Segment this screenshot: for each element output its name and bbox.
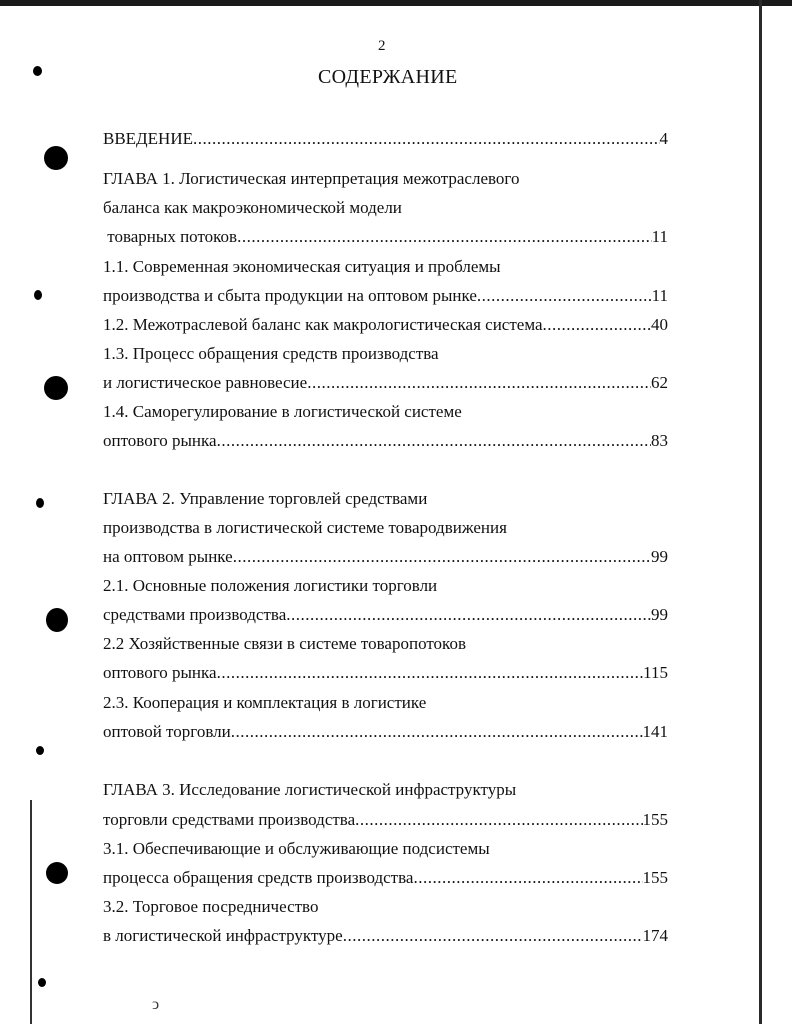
toc-heading-line: [103, 516, 507, 540]
toc-entry-text: в логистической инфраструктуре: [103, 926, 343, 945]
toc-entry-text: на оптовом рынке: [103, 547, 233, 566]
toc-entry-text: 3.1. Обеспечивающие и обслуживающие подсистемы: [103, 839, 490, 858]
toc-entry-text: оптовой торговли: [103, 722, 231, 741]
dot-leader: [217, 661, 644, 685]
toc-entry: [103, 225, 668, 249]
toc-entry-text: производства в логистической системе товародвижения: [103, 518, 507, 537]
toc-entry-text: 2.1. Основные положения логистики торговли: [103, 576, 438, 595]
toc-entry: [103, 661, 668, 685]
punch-hole: [44, 146, 68, 170]
toc-page-number: 62: [651, 373, 668, 392]
toc-entry: [103, 603, 668, 627]
toc-page-number: 11: [651, 227, 668, 246]
toc-page-number: 99: [651, 547, 668, 566]
toc-entry: [103, 866, 668, 890]
toc-entry-text: ГЛАВА 2. Управление торговлей средствами: [103, 489, 428, 508]
scan-right-edge: [759, 0, 762, 1024]
toc-page-number: 40: [651, 315, 668, 334]
toc-heading-line: [103, 196, 402, 220]
toc-page-number: 141: [642, 722, 668, 741]
toc-entry: [103, 284, 668, 308]
toc-heading-line: [103, 255, 501, 279]
toc-heading-line: [103, 487, 427, 511]
toc-entry: [103, 127, 668, 151]
dot-leader: [233, 545, 651, 569]
toc-entry: [103, 313, 668, 337]
toc-entry-text: 1.2. Межотраслевой баланс как макрологистическая система: [103, 315, 543, 334]
toc-entry-text: 1.4. Саморегулирование в логистической системе: [103, 402, 462, 421]
toc-entry-text: производства и сбыта продукции на оптовом рынке: [103, 286, 477, 305]
toc-heading-line: [103, 167, 519, 191]
punch-hole: [46, 862, 68, 884]
dot-leader: [477, 284, 652, 308]
toc-entry-text: торговли средствами производства: [103, 810, 356, 829]
toc-entry: [103, 808, 668, 832]
dot-leader: [543, 313, 651, 337]
toc-heading-line: [103, 837, 490, 861]
toc-entry-text: 1.3. Процесс обращения средств производства: [103, 344, 439, 363]
toc-page-number: 174: [642, 926, 668, 945]
page-title: СОДЕРЖАНИЕ: [318, 66, 458, 88]
toc-entry: [103, 924, 668, 948]
toc-entry: [103, 545, 668, 569]
dot-leader: [413, 866, 642, 890]
dot-leader: [217, 429, 651, 453]
toc-entry-text: средствами производства: [103, 605, 287, 624]
toc-heading-line: [103, 342, 439, 366]
toc-heading-line: [103, 778, 516, 802]
dot-leader: [231, 720, 643, 744]
toc-entry-text: 2.3. Кооперация и комплектация в логистике: [103, 693, 427, 712]
toc-heading-line: [103, 574, 437, 598]
toc-entry: [103, 371, 668, 395]
toc-entry-text: ГЛАВА 1. Логистическая интерпретация межотраслевого: [103, 169, 520, 188]
scan-top-edge: [0, 0, 792, 6]
punch-hole: [33, 66, 42, 76]
toc-page-number: 155: [642, 868, 668, 887]
dot-leader: [193, 127, 660, 151]
toc-entry-text: оптового рынка: [103, 663, 217, 682]
toc-page-number: 115: [643, 663, 668, 682]
toc-heading-line: [103, 400, 462, 424]
toc-page-number: 4: [659, 129, 668, 148]
toc-page-number: 11: [651, 286, 668, 305]
pen-mark: ↄ: [152, 996, 160, 1013]
punch-hole: [36, 746, 44, 755]
toc-entry: [103, 720, 668, 744]
toc-entry-text: товарных потоков: [103, 227, 238, 246]
toc-entry-text: и логистическое равновесие: [103, 373, 308, 392]
toc-entry-text: ВВЕДЕНИЕ: [103, 129, 193, 148]
page-number: 2: [378, 38, 386, 54]
dot-leader: [237, 225, 652, 249]
toc-entry-text: 1.1. Современная экономическая ситуация и проблемы: [103, 257, 501, 276]
toc-page-number: 155: [642, 810, 668, 829]
dot-leader: [286, 603, 651, 627]
punch-hole: [34, 290, 42, 300]
toc-heading-line: [103, 691, 426, 715]
toc-entry-text: ГЛАВА 3. Исследование логистической инфраструктуры: [103, 780, 517, 799]
toc-entry-text: баланса как макроэкономической модели: [103, 198, 402, 217]
toc-page-number: 83: [651, 431, 668, 450]
toc-page-number: 99: [651, 605, 668, 624]
toc-heading-line: [103, 632, 466, 656]
toc-heading-line: [103, 895, 318, 919]
toc-entry-text: 2.2 Хозяйственные связи в системе товаропотоков: [103, 634, 466, 653]
toc-entry-text: оптового рынка: [103, 431, 217, 450]
punch-hole: [38, 978, 46, 987]
dot-leader: [355, 808, 642, 832]
toc-entry: [103, 429, 668, 453]
punch-hole: [46, 608, 68, 632]
punch-hole: [44, 376, 68, 400]
dot-leader: [307, 371, 651, 395]
toc-entry-text: процесса обращения средств производства: [103, 868, 414, 887]
scan-left-edge: [30, 800, 32, 1024]
toc-entry-text: 3.2. Торговое посредничество: [103, 897, 319, 916]
punch-hole: [36, 498, 44, 508]
dot-leader: [343, 924, 643, 948]
